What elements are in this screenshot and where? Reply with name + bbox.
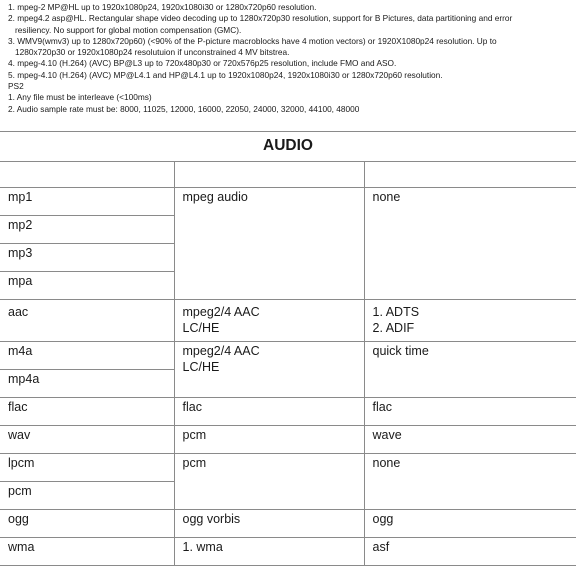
table-row <box>0 538 576 566</box>
container-cell <box>364 300 576 342</box>
note-line: 4. mpeg-4.10 (H.264) (AVC) BP@L3 up to 720x480p30 or 720x576p25 resolution, include FMO and ASO. <box>8 58 574 69</box>
note-line: 1. mpeg-2 MP@HL up to 1920x1080p24, 1920x1080i30 or 1280x720p60 resolution. <box>8 2 574 13</box>
extension-cell: m4a <box>0 342 174 370</box>
note-line: 1280x720p30 or 1920x1080p24 resolutuion if unconstrained 4 MV bitstrea. <box>8 47 574 58</box>
codec-cell <box>174 342 364 398</box>
container-cell: none <box>364 188 576 300</box>
codec-line: LC/HE <box>183 320 364 336</box>
note-line: 5. mpeg-4.10 (H.264) (AVC) MP@L4.1 and HP@L4.1 up to 1920x1080p24, 1920x1080i30 or 1280x720p60 resolution. <box>8 70 574 81</box>
container-cell: ogg <box>364 510 576 538</box>
table-row <box>0 300 576 342</box>
codec-cell: 1. wma <box>174 538 364 566</box>
extension-cell: wma <box>0 538 174 566</box>
note-line: 1. Any file must be interleave (<100ms) <box>8 92 574 103</box>
extension-cell: mp3 <box>0 244 174 272</box>
codec-line: mpeg2/4 AAC <box>183 304 364 320</box>
codec-cell: mpeg audio <box>174 188 364 300</box>
extension-cell: pcm <box>0 482 174 510</box>
table-row <box>0 398 576 426</box>
extension-cell: mp2 <box>0 216 174 244</box>
container-cell: wave <box>364 426 576 454</box>
note-line: 2. Audio sample rate must be: 8000, 11025, 12000, 16000, 22050, 24000, 32000, 44100, 48000 <box>8 104 574 115</box>
container-cell: asf <box>364 538 576 566</box>
table-row <box>0 342 576 370</box>
extension-cell: mpa <box>0 272 174 300</box>
codec-cell: pcm <box>174 454 364 510</box>
container-cell: none <box>364 454 576 510</box>
table-row <box>0 426 576 454</box>
container-line: 2. ADIF <box>373 320 576 336</box>
container-line: 1. ADTS <box>373 304 576 320</box>
codec-line: mpeg2/4 AAC <box>183 343 364 359</box>
extension-cell: lpcm <box>0 454 174 482</box>
extension-cell: mp1 <box>0 188 174 216</box>
note-line: 3. WMV9(wmv3) up to 1280x720p60) (<90% of the P-picture macroblocks have 4 motion vectors) or 1920X1080p24 resolution. Up to <box>8 36 574 47</box>
header-cell <box>364 162 576 188</box>
header-cell <box>0 162 174 188</box>
audio-format-table <box>0 161 576 566</box>
extension-cell: aac <box>0 300 174 342</box>
note-line: resiliency. No support for global motion compensation (GMC). <box>8 25 574 36</box>
codec-cell <box>174 300 364 342</box>
note-line: PS2 <box>8 81 574 92</box>
extension-cell: wav <box>0 426 174 454</box>
codec-cell: pcm <box>174 426 364 454</box>
codec-line: LC/HE <box>183 359 364 375</box>
table-row <box>0 510 576 538</box>
container-cell: flac <box>364 398 576 426</box>
codec-cell: flac <box>174 398 364 426</box>
extension-cell: flac <box>0 398 174 426</box>
table-header-row <box>0 162 576 188</box>
section-title: AUDIO <box>0 131 576 162</box>
extension-cell: mp4a <box>0 370 174 398</box>
header-cell <box>174 162 364 188</box>
table-row <box>0 454 576 482</box>
table-row <box>0 188 576 216</box>
container-cell: quick time <box>364 342 576 398</box>
notes-block <box>8 2 574 115</box>
note-line: 2. mpeg4.2 asp@HL. Rectangular shape video decoding up to 1280x720p30 resolution, support for B Pictures, data partitioning and error <box>8 13 574 24</box>
codec-cell: ogg vorbis <box>174 510 364 538</box>
extension-cell: ogg <box>0 510 174 538</box>
